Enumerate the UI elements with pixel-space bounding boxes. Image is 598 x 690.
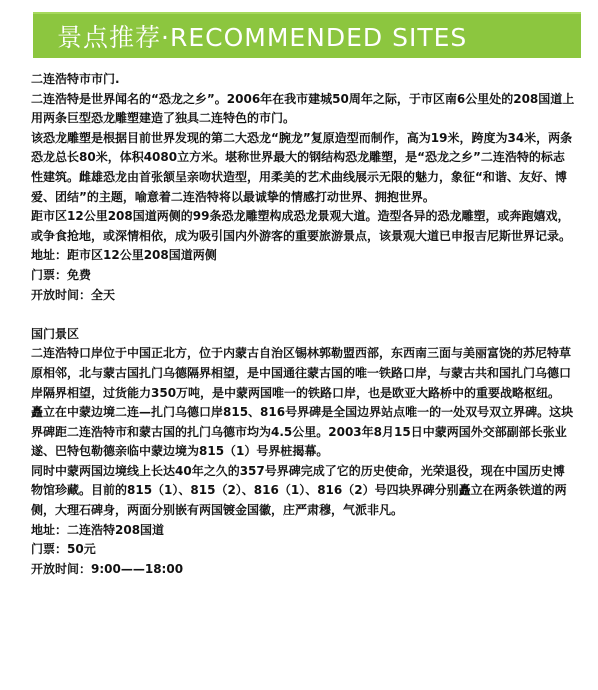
paragraph: 距市区12公里208国道两侧的99条恐龙雕塑构成恐龙景观大道。造型各异的恐龙雕塑，或奔跑嬉戏，或争食抢地，或深情相依，成为吸引国内外游客的重要旅游景点，该景观大道已申报吉尼斯世界记录。 [31, 209, 572, 243]
section-heading: 国门景区 [31, 326, 80, 341]
paragraph: 同时中蒙两国边境线上长达40年之久的357号界碑完成了它的历史使命，光荣退役，现在中国历史博物馆珍藏。目前的815（1）、815（2）、816（1）、816（2）号四块界碑分别矗立在两条铁道的两侧，大理石碑身，两面分别嵌有两国镀金国徽，庄严肃穆，气派非凡。 [31, 463, 567, 518]
opening-hours-line: 开放时间：9:00——18:00 [31, 561, 184, 576]
address-line: 地址：二连浩特208国道 [31, 522, 165, 537]
section-banner [33, 12, 581, 58]
paragraph: 矗立在中蒙边境二连—扎门乌德口岸815、816号界碑是全国边界站点唯一的一处双号双立界碑。这块界碑距二连浩特市和蒙古国的扎门乌德市均为4.5公里。2003年8月15日中蒙两国外交部副部长张业遂、巴特包勒德亲临中蒙边境为815（1）号界桩揭幕。 [31, 405, 574, 459]
section-city-gate [31, 70, 576, 305]
banner-title: 景点推荐·RECOMMENDED SITES [57, 23, 468, 52]
ticket-line: 门票：免费 [31, 267, 92, 282]
section-national-gate [31, 325, 576, 580]
address-line: 地址：距市区12公里208国道两侧 [31, 248, 217, 263]
article-content [31, 70, 576, 579]
paragraph: 二连浩特是世界闻名的“恐龙之乡”。2006年在我市建城50周年之际，于市区南6公里处的208国道上用两条巨型恐龙雕塑建造了独具二连特色的市门。 [31, 91, 575, 126]
section-spacer [31, 305, 576, 325]
section-heading: 二连浩特市市门. [31, 72, 120, 86]
opening-hours-line: 开放时间：全天 [31, 287, 116, 302]
ticket-line: 门票：50元 [31, 542, 96, 557]
paragraph: 该恐龙雕塑是根据目前世界发现的第二大恐龙“腕龙”复原造型而制作，高为19米，跨度为34米，两条恐龙总长80米，体积4080立方米。堪称世界最大的钢结构恐龙雕塑，是“恐龙之乡”二连浩特的标志性建筑。雌雄恐龙由首张颔呈亲吻状造型，用柔美的艺术曲线展示无限的魅力，象征“和谐、友好、博爱、团结”的主题，喻意着二连浩特将以最诚挚的情感打动世界、拥抱世界。 [31, 130, 573, 204]
paragraph: 二连浩特口岸位于中国正北方，位于内蒙古自治区锡林郭勒盟西部，东西南三面与美丽富饶的苏尼特草原相邻，北与蒙古国扎门乌德隔界相望，是中国通往蒙古国的唯一铁路口岸，与蒙古共和国扎门乌德口岸隔界相望，过货能力350万吨，是中蒙两国唯一的铁路口岸，也是欧亚大路桥中的重要战略枢纽。 [31, 346, 572, 400]
